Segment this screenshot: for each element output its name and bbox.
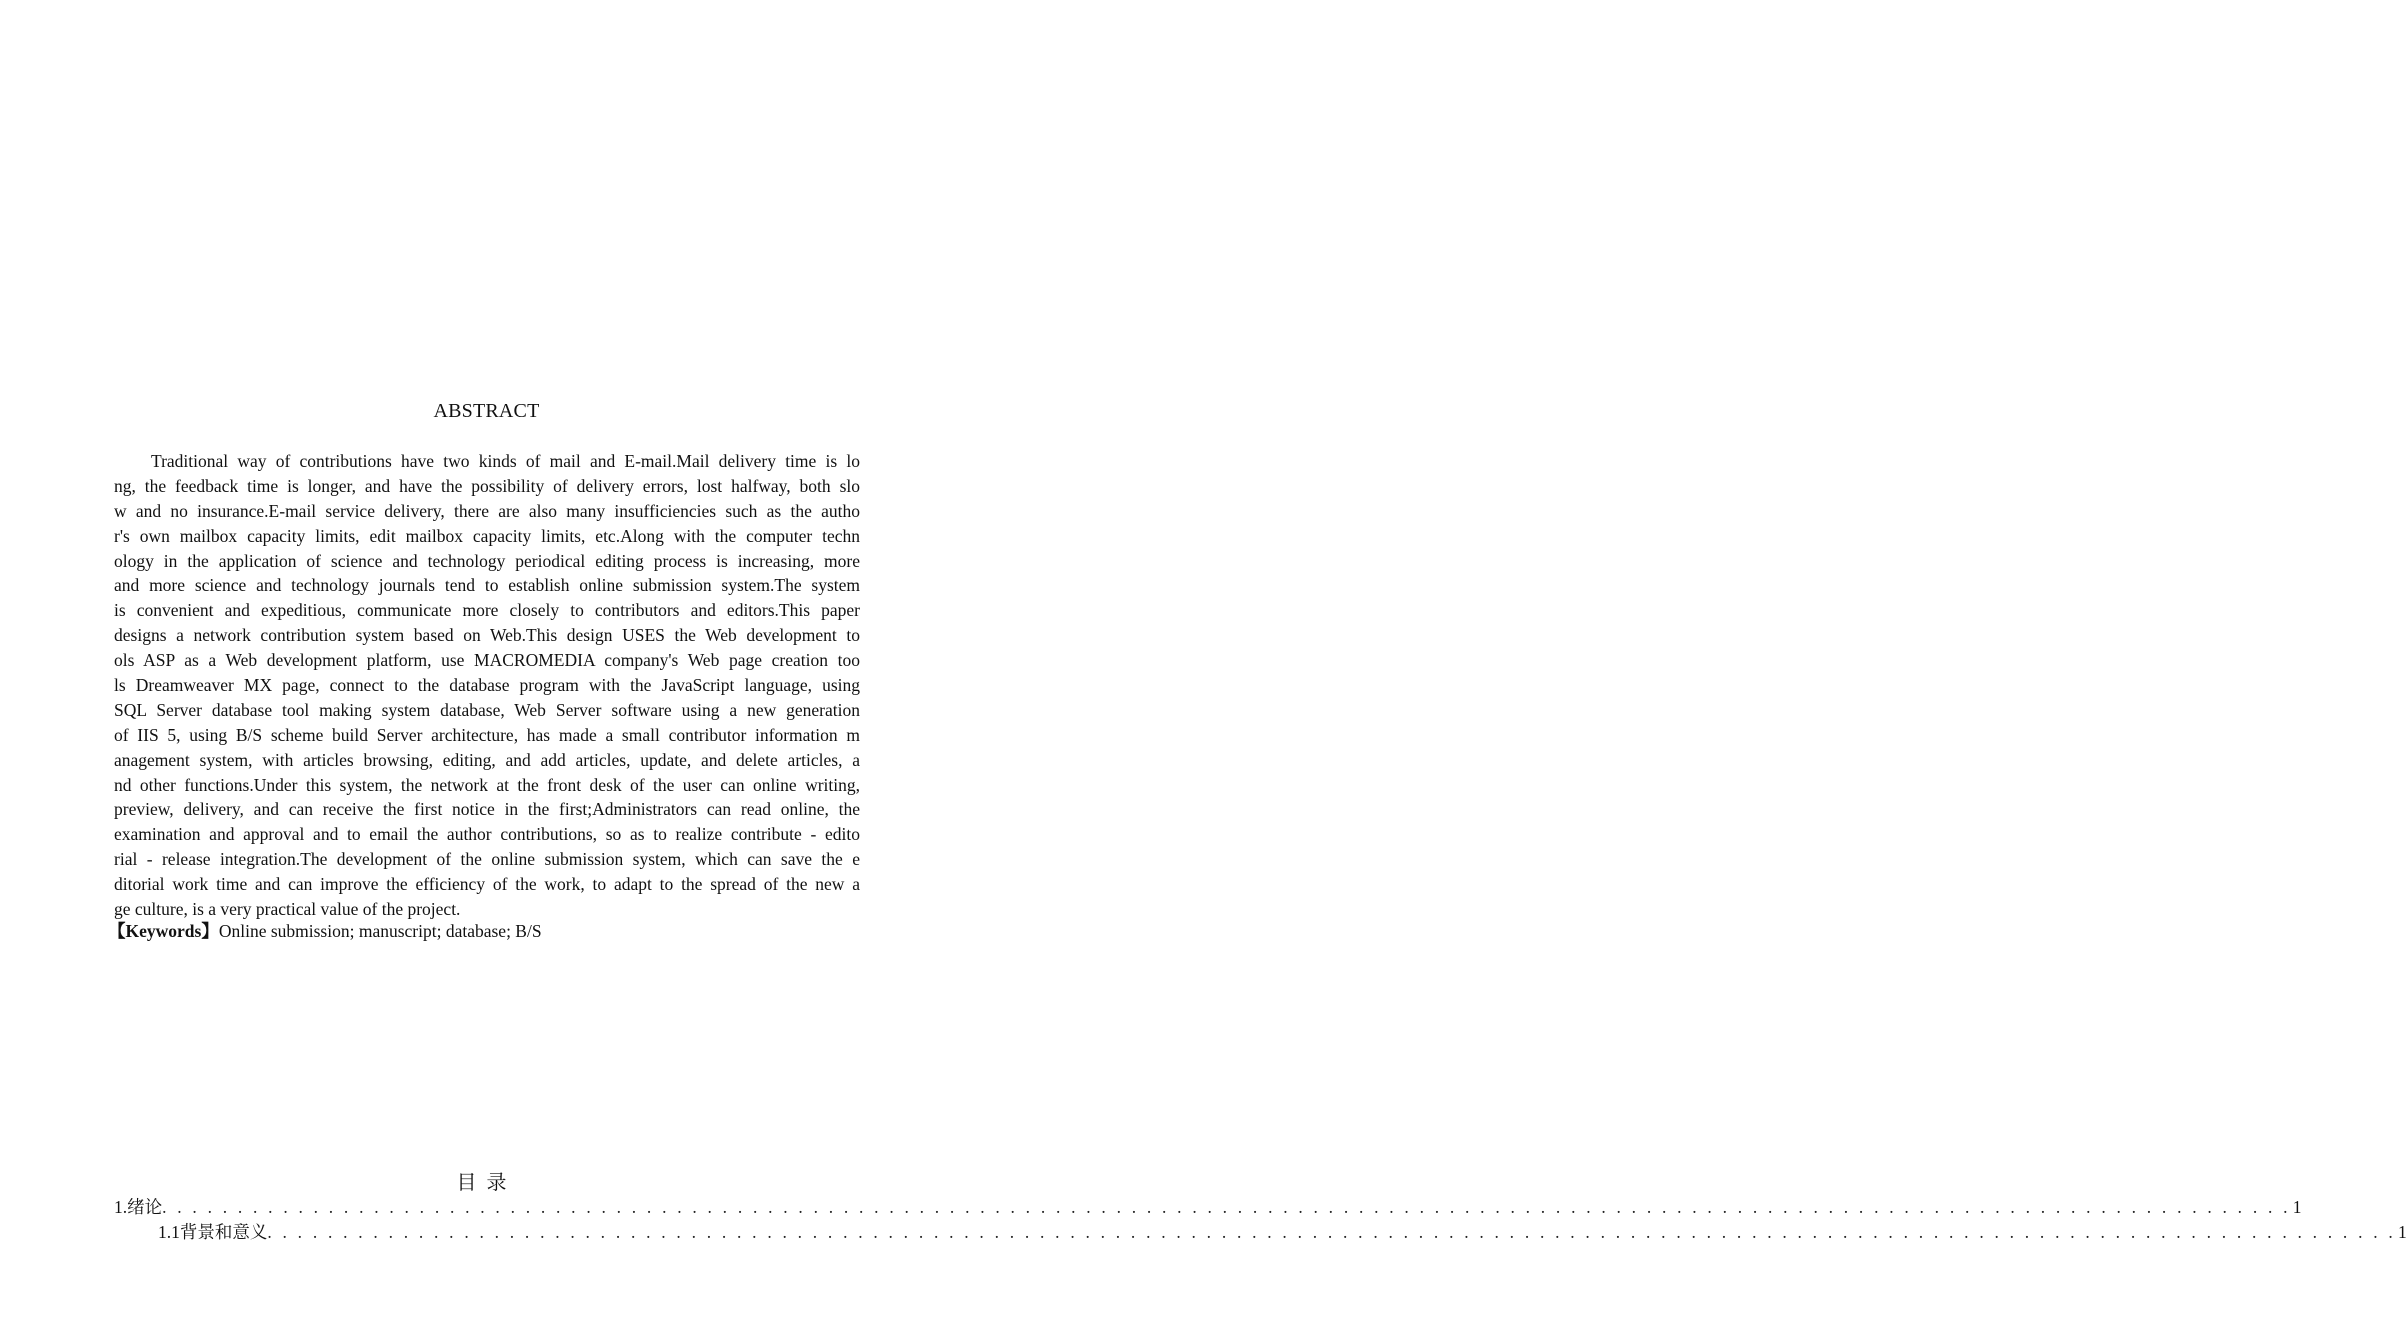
toc-page-number: 1 xyxy=(2397,1222,2407,1242)
toc-dot-leader: . . . . . . . . . . . . . . . . . . . . . . . . . . . . . . . . . . . . . . . . . . . . . . . . . . . . . . . . . . . . . . . . . . . . . . . . . . . . . . . . . . . . . . . . . . . . . . . . . . . . . . . . . . . . . . . . . . . . . . . . . . . . . . . . . . . . . . . . . . . . . xyxy=(162,1197,2291,1217)
abstract-body xyxy=(114,449,860,922)
toc-dot-leader: . . . . . . . . . . . . . . . . . . . . . . . . . . . . . . . . . . . . . . . . . . . . . . . . . . . . . . . . . . . . . . . . . . . . . . . . . . . . . . . . . . . . . . . . . . . . . . . . . . . . . . . . . . . . . . . . . . . . . . . . . . . . . . . . . . . . . . . . . . . . . xyxy=(267,1222,2396,1242)
abstract-line: of IIS 5, using B/S scheme build Server architecture, has made a small contributor information m xyxy=(114,724,860,745)
abstract-line: ge culture, is a very practical value of the project. xyxy=(114,899,461,920)
toc-entry[interactable] xyxy=(158,1220,2407,1244)
abstract-line: w and no insurance.E-mail service delivery, there are also many insufficiencies such as the autho xyxy=(114,500,860,521)
abstract-line: is convenient and expeditious, communicate more closely to contributors and editors.This paper xyxy=(114,600,860,621)
abstract-line: ols ASP as a Web development platform, use MACROMEDIA company's Web page creation too xyxy=(114,650,860,671)
abstract-title: ABSTRACT xyxy=(433,400,540,422)
toc-entry-label: 背景和意义 xyxy=(179,1222,268,1242)
abstract-line: examination and approval and to email the author contributions, so as to realize contribute - edito xyxy=(114,824,860,845)
toc-entry-number: 1. xyxy=(114,1197,128,1217)
abstract-line: Traditional way of contributions have two kinds of mail and E-mail.Mail delivery time is lo xyxy=(151,451,860,471)
toc-title: 目录 xyxy=(456,1170,517,1194)
abstract-line: ng, the feedback time is longer, and have the possibility of delivery errors, lost halfway, both slo xyxy=(114,475,860,496)
toc-entry-number: 1.1 xyxy=(158,1222,180,1242)
abstract-line: rial - release integration.The development of the online submission system, which can save the e xyxy=(114,849,860,870)
abstract-line: ls Dreamweaver MX page, connect to the database program with the JavaScript language, using xyxy=(114,675,860,696)
abstract-line: ology in the application of science and technology periodical editing process is increasing, more xyxy=(114,550,860,571)
abstract-line: ditorial work time and can improve the efficiency of the work, to adapt to the spread of the new a xyxy=(114,874,860,895)
abstract-line: designs a network contribution system based on Web.This design USES the Web development to xyxy=(114,625,860,646)
abstract-line: anagement system, with articles browsing, editing, and add articles, update, and delete articles, a xyxy=(114,749,860,770)
keywords-label: 【Keywords】 xyxy=(108,921,219,941)
toc-entry-label: 绪论 xyxy=(127,1197,163,1217)
abstract-line: SQL Server database tool making system database, Web Server software using a new generation xyxy=(114,699,860,720)
keywords-line xyxy=(108,919,542,943)
abstract-line: r's own mailbox capacity limits, edit mailbox capacity limits, etc.Along with the computer techn xyxy=(114,525,860,546)
keywords-text: Online submission; manuscript; database; B/S xyxy=(218,921,542,941)
abstract-line: nd other functions.Under this system, the network at the front desk of the user can online writing, xyxy=(114,774,860,795)
toc-page-number: 1 xyxy=(2292,1197,2302,1217)
toc-entry[interactable] xyxy=(114,1195,2302,1219)
abstract-line: preview, delivery, and can receive the first notice in the first;Administrators can read online, the xyxy=(114,799,860,820)
abstract-line: and more science and technology journals tend to establish online submission system.The system xyxy=(114,575,860,596)
